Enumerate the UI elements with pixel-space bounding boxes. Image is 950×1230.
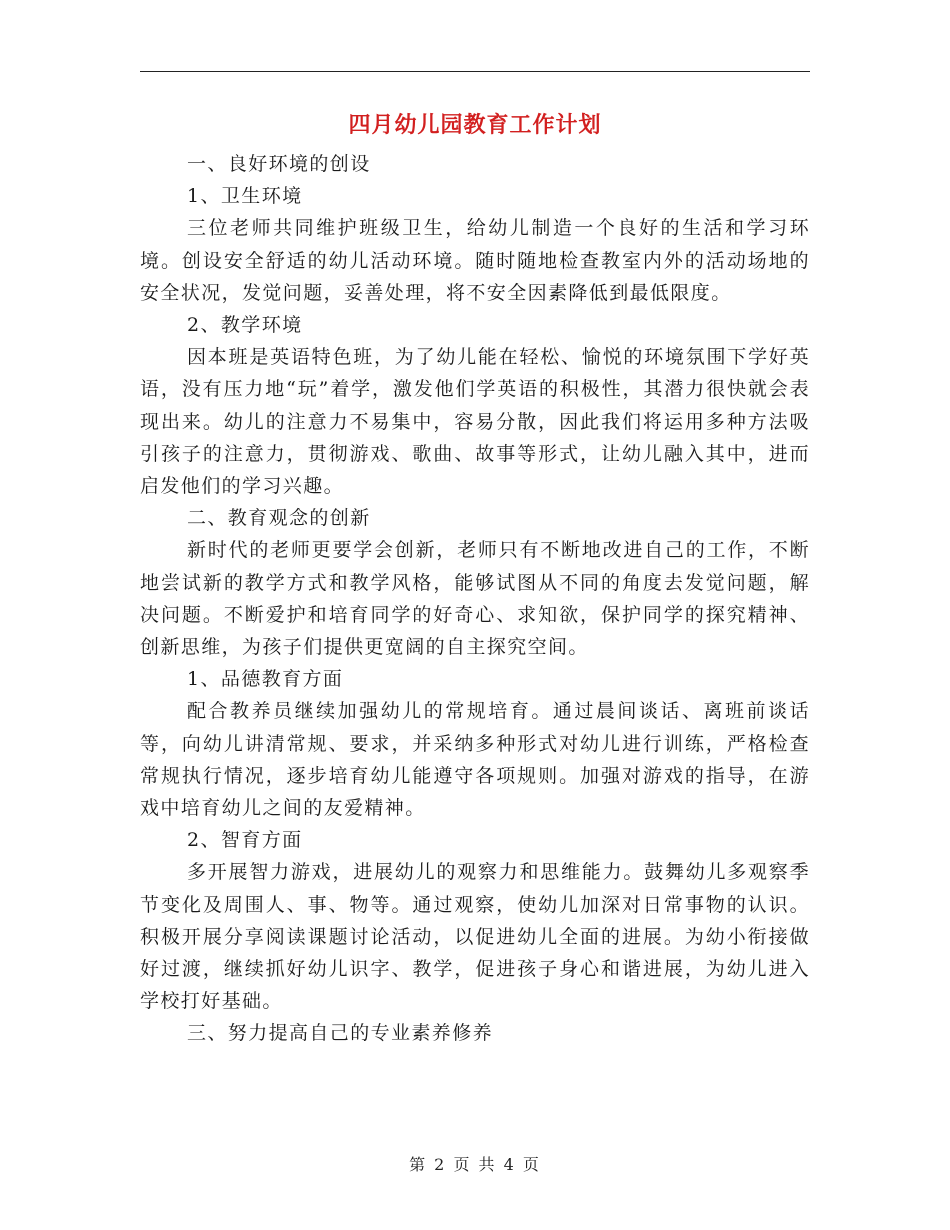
header-rule: [140, 71, 810, 72]
section-heading-professional: 三、努力提高自己的专业素养修养: [187, 1022, 494, 1045]
document-title: 四月幼儿园教育工作计划: [348, 112, 602, 138]
paragraph-innovation: 新时代的老师更要学会创新，老师只有不断地改进自己的工作，不断地尝试新的教学方式和教学风格，能够试图从不同的角度去发觉问题，解决问题。不断爱护和培育同学的好奇心、求知欲，保护同学的探究精神、创新思维，为孩子们提供更宽阔的自主探究空间。: [140, 539, 810, 659]
page-number-footer: 第 2 页 共 4 页: [409, 1155, 541, 1174]
paragraph-hygiene: 三位老师共同维护班级卫生，给幼儿制造一个良好的生活和学习环境。创设安全舒适的幼儿活动环境。随时随地检查教室内外的活动场地的安全状况，发觉问题，妥善处理，将不安全因素降低到最低限度。: [140, 217, 810, 304]
subheading-moral-education: 1、品德教育方面: [187, 668, 344, 691]
subheading-intellectual-education: 2、智育方面: [187, 829, 303, 852]
section-heading-environment: 一、良好环境的创设: [187, 153, 371, 175]
paragraph-moral-education: 配合教养员继续加强幼儿的常规培育。通过晨间谈话、离班前谈话等，向幼儿讲清常规、要求，并采纳多种形式对幼儿进行训练，严格检查常规执行情况，逐步培育幼儿能遵守各项规则。加强对游戏的指导，在游戏中培育幼儿之间的友爱精神。: [140, 700, 810, 820]
subheading-teaching-environment: 2、教学环境: [187, 314, 303, 337]
document-body: [140, 148, 810, 1050]
paragraph-teaching-environment: 因本班是英语特色班，为了幼儿能在轻松、愉悦的环境氛围下学好英语，没有压力地“玩”着学，激发他们学英语的积极性，其潜力很快就会表现出来。幼儿的注意力不易集中，容易分散，因此我们将运用多种方法吸引孩子的注意力，贯彻游戏、歌曲、故事等形式，让幼儿融入其中，进而启发他们的学习兴趣。: [140, 346, 810, 498]
paragraph-intellectual-education: 多开展智力游戏，进展幼儿的观察力和思维能力。鼓舞幼儿多观察季节变化及周围人、事、物等。通过观察，使幼儿加深对日常事物的认识。积极开展分享阅读课题讨论活动，以促进幼儿全面的进展。为幼小衔接做好过渡，继续抓好幼儿识字、教学，促进孩子身心和谐进展，为幼儿进入学校打好基础。: [140, 861, 810, 1013]
subheading-hygiene: 1、卫生环境: [187, 185, 303, 208]
section-heading-innovation: 二、教育观念的创新: [187, 507, 371, 530]
